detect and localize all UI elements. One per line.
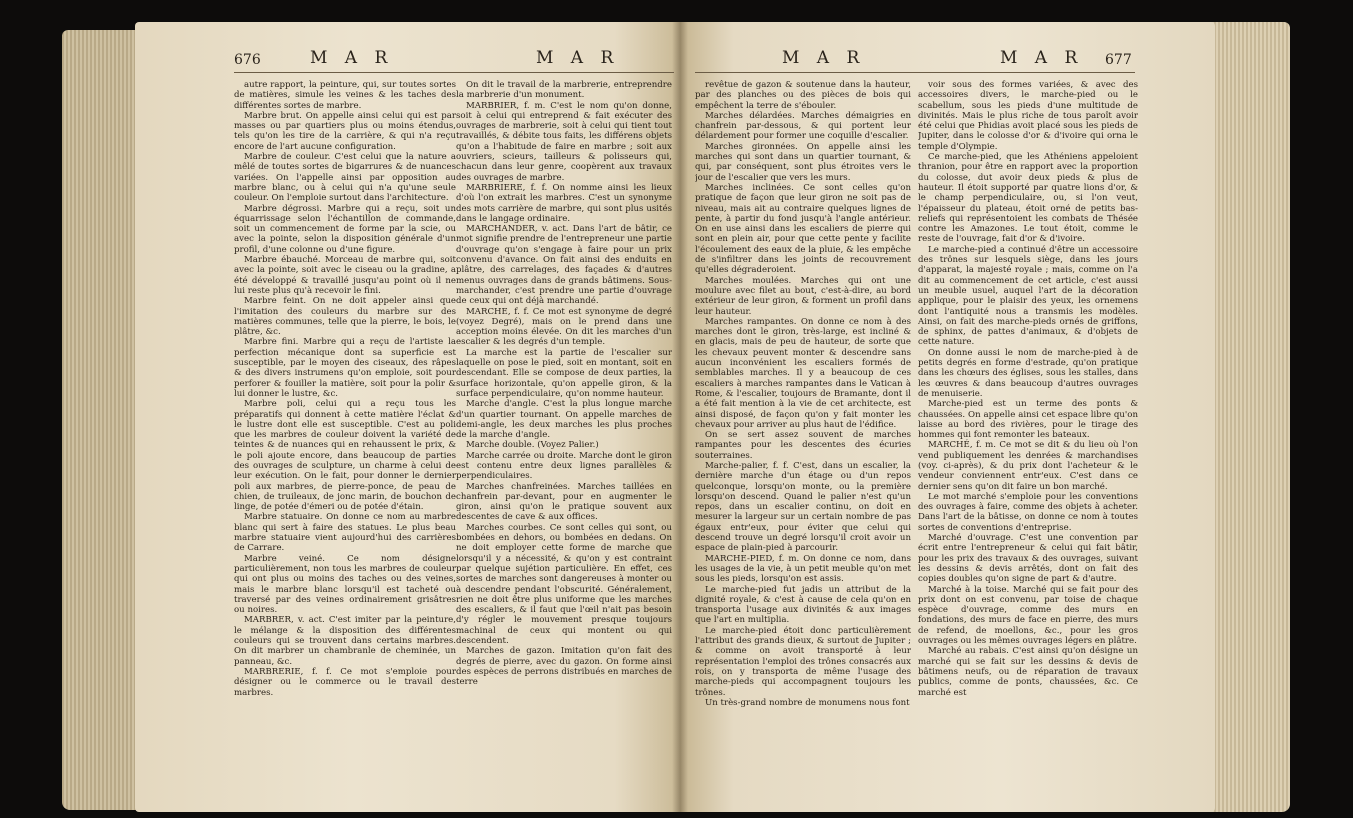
paragraph: MARBRERIE, f. f. Ce mot s'emploie pour désigner ou le commerce ou le travail des marbres. [234,666,456,698]
paragraph: La marche est la partie de l'escalier sur laquelle on pose le pied, soit en montant, soit en descendant. Elle se compose de deux parties, la surface horizontale, qu'on appelle giron, & la surface perpendiculaire, qu'on nomme hauteur. [456,347,672,399]
paragraph: MARCHÉ, f. m. Ce mot se dit & du lieu où l'on vend publiquement les denrées & marchandises (voy. ci-après), & du prix dont l'acheteur & le vendeur conviennent entr'eux. C'est dans ce dernier sens qu'on dit faire un bon marché. [918,440,1138,492]
paragraph: Marches gironnées. On appelle ainsi les marches qui sont dans un quartier tournant, & qui, par conséquent, sont plus étroites vers le jour de l'escalier que vers les murs. [695,141,911,183]
left-column-a [234,80,456,792]
paragraph: Marche double. (Voyez Palier.) [466,440,599,451]
paragraph: autre rapport, la peinture, qui, sur toutes sortes de matières, simule les veines & les taches des différentes sortes de marbre. [234,80,456,111]
paragraph: Marches rampantes. On donne ce nom à des marches dont le giron, très-large, est incliné & en glacis, mais de peu de hauteur, de sorte que les chevaux peuvent monter & descendre sans aucun inconvénient les escaliers formés de semblables marches. Il y a beaucoup de ces escaliers à marches rampantes dans le Vatican à Rome, & l'escalier, toujours de Bramante, dont il a été fait mention à la vie de cet architecte, est ainsi disposé, de façon qu'on y fait monter les chevaux pour arriver au plus haut de l'édifice. [695,316,911,430]
paragraph: On se sert assez souvent de marches rampantes pour les descentes des écuries souterraines. [695,430,911,461]
paragraph: Marche carrée ou droite. Marche dont le giron est contenu entre deux lignes parallèles & perpendiculaires. [456,450,672,482]
paragraph: Marché au rabais. C'est ainsi qu'on désigne un marché qui se fait sur les dessins & devis de bâtimens neufs, ou de réparation de travaux publics, comme de ponts, chaussées, &c. Ce marché est [918,646,1138,698]
paragraph: Marches courbes. Ce sont celles qui sont, ou bombées en dehors, ou bombées en dedans. On ne doit employer cette forme de marche que lorsqu'il y a nécessité, & qu'on y est contraint par quelque sujétion particulière. En effet, ces sortes de marches sont dangereuses à monter ou à descendre pendant l'obscurité. Généralement, rien ne doit être plus uniforme que les marches des escaliers, & il faut que l'œil n'ait pas besoin d'y régler le mouvement presque toujours machinal de ceux qui montent ou qui descendent. [456,522,672,647]
paragraph: MARBRER, v. act. C'est imiter par la peinture, le mélange & la disposition des différentes couleurs qui se trouvent dans certains marbres. On dit marbrer un chambranle de cheminée, un panneau, &c. [234,615,456,667]
paragraph: Marches inclinées. Ce sont celles qu'on pratique de façon que leur giron ne soit pas de niveau, mais ait au contraire quelques lignes de pente, à partir du fond jusqu'à l'angle antérieur. On en use ainsi dans les escaliers de pierre qui sont en plein air, pour que cette pente y facilite l'écoulement des eaux de la pluie, & les empêche de s'infiltrer dans les joints de recouvrement qu'elles dégraderoient. [695,182,911,276]
paragraph: Marches de gazon. Imitation qu'on fait des degrés de pierre, avec du gazon. On forme ainsi des espèces de perrons distribués en marches de terre [456,646,672,688]
paragraph: Marbre dégrossi. Marbre qui a reçu, soit un équarrissage selon l'échantillon de commande, soit un commencement de forme par la scie, ou avec la pointe, selon la disposition générale d'un profil, d'une colonne ou d'une figure. [234,203,456,255]
paragraph: Marches chanfreinées. Marches taillées en chanfrein par-devant, pour en augmenter le giron, ainsi qu'on le pratique souvent aux descentes de cave & aux offices. [456,481,672,523]
paragraph: Marche-pied est un terme des ponts & chaussées. On appelle ainsi cet espace libre qu'on laisse au bord des rivières, pour le tirage des hommes qui font remonter les bateaux. [918,399,1138,441]
paragraph: Marbre de couleur. C'est celui que la nature a mêlé de toutes sortes de bigarrures & de nuances variées. On l'appelle ainsi par opposition au marbre blanc, ou à celui qui n'a qu'une seule couleur. On l'emploie surtout dans l'architecture. [234,152,456,204]
page-edges-left [62,30,142,810]
paragraph: Marches moulées. Marches qui ont une moulure avec filet au bout, c'est-à-dire, au bord extérieur de leur giron, & forment un profil dans leur hauteur. [695,275,911,317]
paragraph: MARBRIERE, f. f. On nomme ainsi les lieux d'où l'on extrait les marbres. C'est un synonyme des mots carrière de marbre, qui sont plus usités dans le langage ordinaire. [456,182,672,224]
paragraph: Marbre ébauché. Morceau de marbre qui, soit avec la pointe, soit avec le ciseau ou la gradine, a été développé & travaillé jusqu'au point où il ne lui reste plus qu'à recevoir le fini. [234,255,456,296]
left-column-b [456,80,672,792]
book-gutter [672,22,688,812]
paragraph: Marbre brut. On appelle ainsi celui qui est par masses ou par quartiers plus ou moins étendus, tels qu'on les tire de la carrière, & qui n'a reçu encore de l'art aucune configuration. [234,110,456,152]
paragraph: Marbre veiné. Ce nom désigne particulièrement, non tous les marbres de couleur qui ont plus ou moins des taches ou des veines, mais le marbre blanc lorsqu'il est tacheté ou traversé par des veines ordinairement grisâtres ou noires. [234,553,456,616]
paragraph: MARCHANDER, v. act. Dans l'art de bâtir, ce mot signifie prendre de l'entrepreneur une partie d'ouvrage qu'on s'engage à faire pour un prix convenu d'avance. On fait ainsi des enduits en plâtre, des carrelages, des façades & d'autres menus ouvrages dans de grands bâtimens. Sous-marchander, c'est prendre une partie d'ouvrage de ceux qui ont déjà marchandé. [456,224,672,307]
paragraph: Un très-grand nombre de monumens nous font [705,697,910,708]
paragraph: Le marche-pied a continué d'être un accessoire des trônes sur lesquels siège, dans les jours d'apparat, la majesté royale ; mais, comme on l'a dit au commencement de cet article, c'est aussi un meuble usuel, auquel l'art de la décoration applique, pour le plaisir des yeux, les ornemens dont l'antiquité nous a transmis les modèles. Ainsi, on fait des marche-pieds ornés de griffons, de sphinx, de pattes d'animaux, & d'objets de cette nature. [918,244,1138,348]
paragraph: Marbre fini. Marbre qui a reçu de l'artiste la perfection mécanique dont sa superficie est susceptible, par le moyen des ciseaux, des râpes & des divers instrumens qu'on emploie, soit pour perforer & fouiller la matière, soit pour la polir & lui donner le lustre, &c. [234,337,456,399]
left-header-rule [234,72,674,73]
right-column-a [695,80,911,792]
paragraph: Marche d'angle. C'est la plus longue marche d'un quartier tournant. On appelle marches de demi-angle, les deux marches les plus proches de la marche d'angle. [456,399,672,441]
paragraph: Le marche-pied fut jadis un attribut de la dignité royale, & c'est à cause de cela qu'on en transporta l'usage aux divinités & aux images que l'art en multiplia. [695,584,911,626]
right-column-b [918,80,1138,792]
paragraph: revêtue de gazon & soutenue dans la hauteur, par des planches ou des pièces de bois qui empêchent la terre de s'ébouler. [695,80,911,111]
paragraph: Marbre poli, celui qui a reçu tous les préparatifs qui donnent à cette matière l'éclat & le lustre dont elle est susceptible. C'est au poli que les marbres de couleur doivent la variété de teintes & de nuances qui en rehaussent le prix, & le poli ajoute encore, dans beaucoup de parties des ouvrages de sculpture, un charme à celui de leur exécution. On le fait, pour donner le dernier poli aux marbres, de pierre-ponce, de peau de chien, de truileaux, de jonc marin, de bouchon de linge, de potée d'émeri ou de potée d'étain. [234,399,456,513]
paragraph: voir sous des formes variées, & avec des accessoires divers, le marche-pied ou le scabellum, sous les pieds d'une multitude de divinités. Mais le plus riche de tous paroît avoir été celui que Phidias avoit placé sous les pieds de Jupiter, dans le colosse d'or & d'ivoire qui orna le temple d'Olympie. [918,80,1138,152]
page-edges-right [1210,22,1290,812]
left-running-header-col2: M A R [536,48,620,68]
paragraph: Marche-palier, f. f. C'est, dans un escalier, la dernière marche d'un étage ou d'un repos quelconque, lorsqu'on monte, ou la première lorsqu'on descend. Quand le palier n'est qu'un repos, dans un escalier continu, on doit en mesurer la largeur sur un certain nombre de pas égaux entr'eux, pour éviter que celui qui descend trouve un degré lorsqu'il croit avoir un espace de plain-pied à parcourir. [695,460,911,554]
right-running-header: M A R [782,48,866,68]
paragraph: Le marche-pied étoit donc particulièrement l'attribut des grands dieux, & surtout de Jupiter ; & comme on avoit transporté à leur représentation l'emploi des trônes consacrés aux rois, on y transporta de même l'usage des marche-pieds qui accompagnent toujours les trônes. [695,625,911,698]
paragraph: Ce marche-pied, que les Athéniens appeloient thranion, pour être en rapport avec la proportion du colosse, dut avoir deux pieds & plus de hauteur. Il étoit supporté par quatre lions d'or, & le champ perpendiculaire, ou, si l'on veut, l'épaisseur du plateau, étoit orné de petits bas-reliefs qui représentoient les combats de Thésée contre les Amazones. Le tout étoit, comme le reste de l'ouvrage, fait d'or & d'ivoire. [918,152,1138,245]
paragraph: Marches délardées. Marches démaigries en chanfrein par-dessous, & qui portent leur délardement pour former une coquille d'escalier. [695,110,911,142]
paragraph: On dit le travail de la marbrerie, entreprendre la marbrerie d'un monument. [456,80,672,101]
paragraph: MARCHE, f. f. Ce mot est synonyme de degré (voyez Degré), mais on le prend dans une acception moins élevée. On dit les marches d'un escalier & les degrés d'un temple. [456,306,672,348]
paragraph: MARBRIER, f. m. C'est le nom qu'on donne, soit à celui qui entreprend & fait exécuter des ouvrages de marbrerie, soit à celui qui tient tout travaillés, & débite tous faits, les différens objets qu'on a l'habitude de faire en marbre ; soit aux ouvriers, scieurs, tailleurs & polisseurs qui, chacun dans leur genre, coopèrent aux travaux des ouvrages de marbre. [456,100,672,183]
paragraph: Le mot marché s'emploie pour les conventions des ouvrages à faire, comme des objets à acheter. Dans l'art de la bâtisse, on donne ce nom à toutes sortes de conventions d'entreprise. [918,491,1138,533]
paragraph: Marbre feint. On ne doit appeler ainsi que l'imitation des couleurs du marbre sur des matières communes, telle que la pierre, le bois, le plâtre, &c. [234,296,456,338]
paragraph: Marché à la toise. Marché qui se fait pour des prix dont on est convenu, par toise de chaque espèce d'ouvrage, comme des murs en fondations, des murs de face en pierre, des murs de refend, de moellons, &c., pour les gros ouvrages ou les mêmes ouvrages légers en plâtre. [918,584,1138,647]
paragraph: On donne aussi le nom de marche-pied à de petits degrés en forme d'estrade, qu'on pratique dans les chœurs des églises, sous les stalles, dans les œuvres & dans beaucoup d'autres ouvrages de menuiserie. [918,347,1138,399]
paragraph: Marché d'ouvrage. C'est une convention par écrit entre l'entrepreneur & celui qui fait bâtir, pour les prix des travaux & des ouvrages, suivant les dessins & devis arrêtés, dont on fait des copies doubles qu'on signe de part & d'autre. [918,533,1138,585]
left-running-header: M A R [310,48,394,68]
right-header-rule [695,72,1135,73]
paragraph: MARCHE-PIED, f. m. On donne ce nom, dans les usages de la vie, à un petit meuble qu'on met sous les pieds, lorsqu'on est assis. [695,553,911,585]
left-page-number: 676 [234,52,261,68]
right-page-number: 677 [1105,52,1132,68]
paragraph: Marbre statuaire. On donne ce nom au marbre blanc qui sert à faire des statues. Le plus beau marbre statuaire vient aujourd'hui des carrières de Carrare. [234,512,456,554]
right-running-header-col2: M A R [1000,48,1084,68]
